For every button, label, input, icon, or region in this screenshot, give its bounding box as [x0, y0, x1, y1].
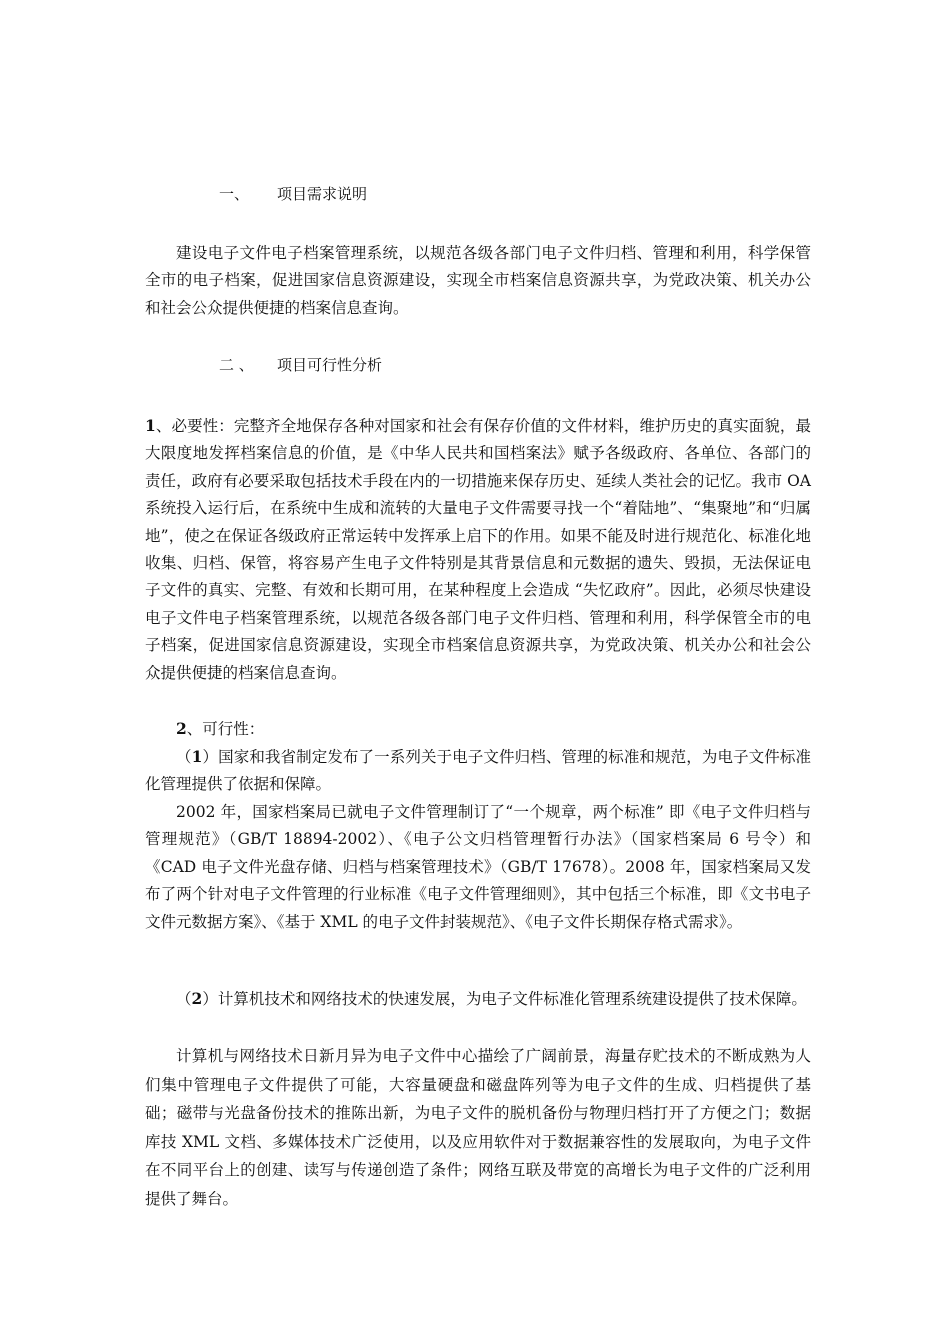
item-number: 2	[191, 989, 203, 1008]
section-number: 一、	[219, 185, 250, 203]
item-text: ）国家和我省制定发布了一系列关于电子文件归档、管理的标准和规范，为电子文件标准化管理提供了依据和保障。	[145, 748, 811, 794]
feasibility-heading	[145, 715, 811, 743]
paren-open: （	[176, 990, 192, 1008]
standards-paragraph: 2002 年，国家档案局已就电子文件管理制订了“一个规章，两个标准” 即《电子文件归档与管理规范》（GB/T 18894-2002）、《电子公文归档管理暂行办法》（国家档案局 6 号令）和《CAD 电子文件光盘存储、归档与档案管理技术》（GB/T 17678）。2008 年，国家档案局又发布了两个针对电子文件管理的行业标准《电子文件管理细则》，其中包括三个标准，即《文书电子文件元数据方案》、《基于 XML 的电子文件封装规范》、《电子文件长期保存格式需求》。	[145, 803, 811, 931]
section-title: 项目可行性分析	[277, 356, 383, 374]
section-heading-1	[219, 183, 367, 205]
section-number: 二 、	[219, 356, 254, 374]
item-number: 1	[145, 416, 156, 435]
feasibility-item-1	[145, 743, 811, 799]
feasibility-label: 、可行性：	[186, 720, 265, 738]
necessity-text: 、必要性：完整齐全地保存各种对国家和社会有保存价值的文件材料，维护历史的真实面貌，最大限度地发挥档案信息的价值，是《中华人民共和国档案法》赋予各级政府、各单位、各部门的责任，政府有必要采取包括技术手段在内的一切措施来保存历史、延续人类社会的记忆。我市 OA 系统投入运行后，在系统中生成和流转的大量电子文件需要寻找一个“着陆地”、“集聚地”和“归属地”，使之在保证各级政府正常运转中发挥承上启下的作用。如果不能及时进行规范化、标准化地收集、归档、保管，将容易产生电子文件特别是其背景信息和元数据的遗失、毁损，无法保证电子文件的真实、完整、有效和长期可用，在某种程度上会造成 “失忆政府”。因此，必须尽快建设电子文件电子档案管理系统，以规范各级各部门电子文件归档、管理和利用，科学保管全市的电子档案，促进国家信息资源建设，实现全市档案信息资源共享，为党政决策、机关办公和社会公众提供便捷的档案信息查询。	[145, 417, 811, 682]
necessity-paragraph	[145, 412, 811, 687]
project-requirement-paragraph: 建设电子文件电子档案管理系统，以规范各级各部门电子文件归档、管理和利用，科学保管全市的电子档案，促进国家信息资源建设，实现全市档案信息资源共享，为党政决策、机关办公和社会公众提供便捷的档案信息查询。	[145, 244, 811, 317]
item-number: 1	[191, 747, 203, 766]
section-heading-2	[219, 354, 382, 376]
item-text: ）计算机技术和网络技术的快速发展，为电子文件标准化管理系统建设提供了技术保障。	[202, 990, 807, 1008]
technology-paragraph: 计算机与网络技术日新月异为电子文件中心描绘了广阔前景，海量存贮技术的不断成熟为人们集中管理电子文件提供了可能，大容量硬盘和磁盘阵列等为电子文件的生成、归档提供了基础；磁带与光盘备份技术的推陈出新，为电子文件的脱机备份与物理归档打开了方便之门；数据库技 XML 文档、多媒体技术广泛使用，以及应用软件对于数据兼容性的发展取向，为电子文件在不同平台上的创建、读写与传递创造了条件；网络互联及带宽的高增长为电子文件的广泛利用提供了舞台。	[145, 1047, 811, 1208]
section-title: 项目需求说明	[277, 185, 368, 203]
feasibility-item-2	[145, 985, 811, 1013]
paren-open: （	[176, 748, 192, 766]
item-number: 2	[176, 719, 187, 738]
